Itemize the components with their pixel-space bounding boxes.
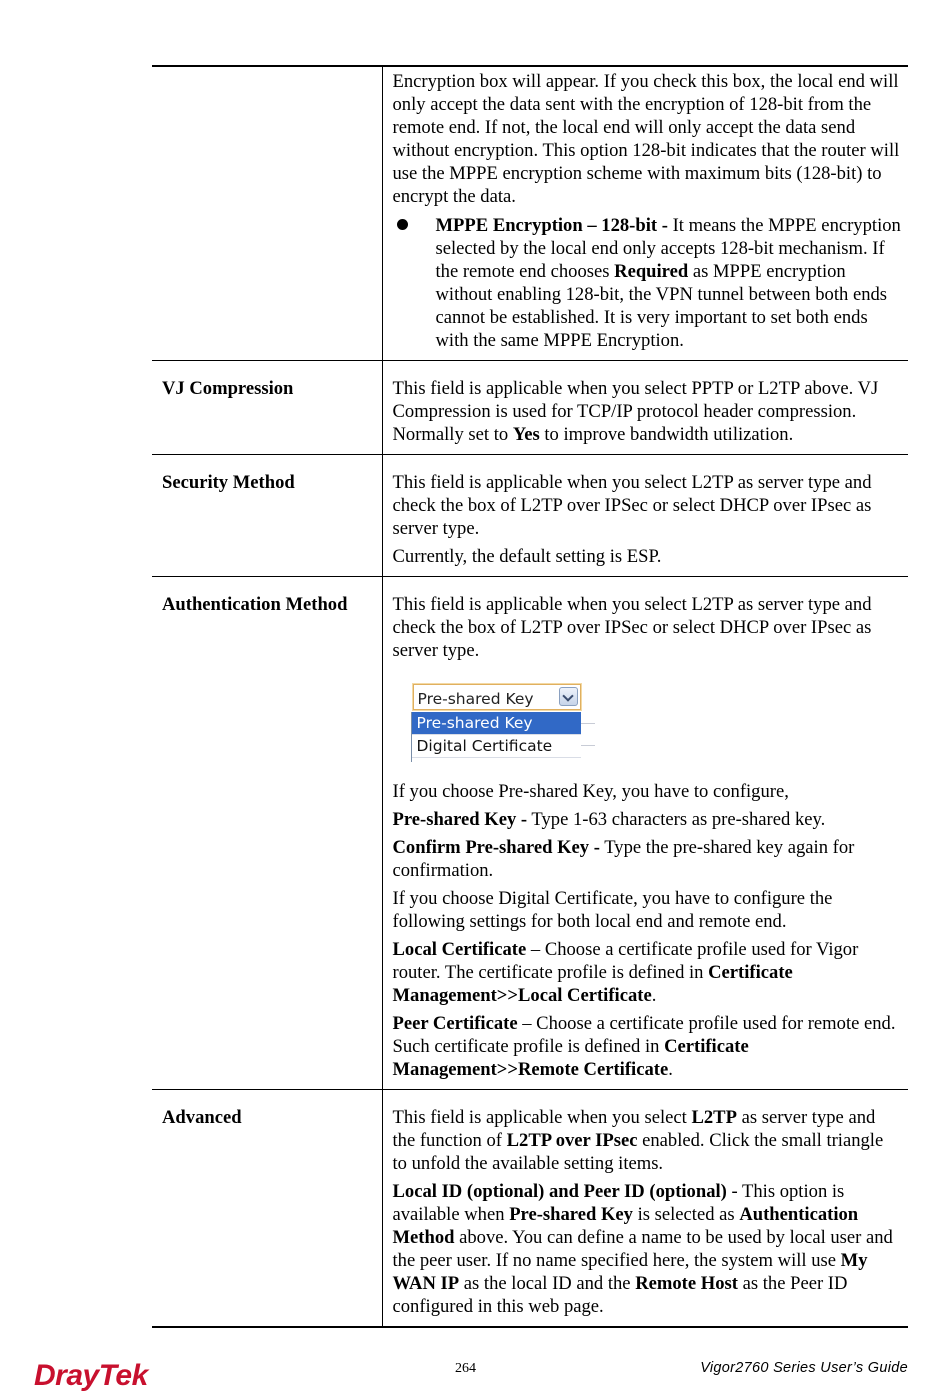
row-description <box>382 455 908 577</box>
text: This field is applicable when you select <box>392 1107 692 1128</box>
peer-cert-ref: Certificate Management>>Remote Certificate <box>392 1036 749 1080</box>
auth-method-dropdown[interactable] <box>411 684 583 764</box>
bold: Remote Host <box>635 1273 738 1294</box>
local-cert-bold: Local Certificate <box>392 939 527 960</box>
table-row <box>152 577 908 1090</box>
vj-text: This field is applicable when you select PPTP or L2TP above. VJ Compression is used for TCP/IP protocol header compression. Normally set to <box>392 378 879 445</box>
row-label <box>152 66 382 361</box>
local-cert-text: – Choose a certificate profile used for Vigor router. The certificate profile is defined in <box>392 939 859 983</box>
auth-intro-paragraph: This field is applicable when you select L2TP as server type and check the box of L2TP over IPSec or select DHCP over IPsec as server type. <box>392 594 872 661</box>
dropdown-selected-value: Pre-shared Key <box>417 690 534 708</box>
psk-paragraph <box>393 808 903 831</box>
settings-table <box>152 65 908 1328</box>
guide-title: Vigor2760 Series User’s Guide <box>700 1360 908 1376</box>
encryption-paragraph: Encryption box will appear. If you check this box, the local end will only accept the data sent with the encryption of 128-bit from the remote end. If not, the local end will only accept the data send without encryption. This option 128-bit indicates that the router will use the MPPE encryption scheme with maximum bits (128-bit) to encrypt the data. <box>392 71 900 207</box>
draytek-logo <box>34 1356 164 1392</box>
advanced-paragraph <box>393 1106 903 1175</box>
bullet-item <box>393 214 903 352</box>
dropdown-option-list <box>411 712 581 762</box>
bullet-title: MPPE Encryption – 128-bit - <box>435 215 668 236</box>
row-label-advanced: Advanced <box>152 1090 382 1328</box>
bold: L2TP over IPsec <box>506 1130 638 1151</box>
vj-paragraph <box>393 377 903 446</box>
bullet-dot-icon <box>397 219 408 230</box>
text: as the local ID and the <box>459 1273 636 1294</box>
text: - This option is available when <box>392 1181 845 1225</box>
psk-text: Type 1-63 characters as pre-shared key. <box>527 809 826 830</box>
bold: My WAN IP <box>392 1250 868 1294</box>
bullet-text-end: as MPPE encryption without enabling 128-bit, the VPN tunnel between both ends cannot be established. It is very important to set both ends with the same MPPE Encryption. <box>435 261 888 351</box>
auth-method-select[interactable] <box>413 684 581 710</box>
divider <box>581 723 595 724</box>
row-label-security-method: Security Method <box>152 455 382 577</box>
table-row <box>152 455 908 577</box>
bold: Pre-shared Key <box>509 1204 633 1225</box>
bold: L2TP <box>691 1107 737 1128</box>
peer-cert-paragraph <box>393 1012 903 1081</box>
bold: Authentication Method <box>392 1204 859 1248</box>
psk-bold: Pre-shared Key - <box>392 809 528 830</box>
row-label-vj-compression: VJ Compression <box>152 361 382 455</box>
period: . <box>668 1059 673 1080</box>
chevron-down-icon[interactable] <box>559 687 578 706</box>
psk-choice-paragraph: If you choose Pre-shared Key, you have to configure, <box>392 781 789 802</box>
table-row <box>152 66 908 361</box>
cert-choice-paragraph: If you choose Digital Certificate, you have to configure the following settings for both local end and remote end. <box>392 888 833 932</box>
svg-text:DrayTek: DrayTek <box>34 1359 148 1392</box>
table-row <box>152 1090 908 1328</box>
divider <box>581 745 595 746</box>
row-description <box>382 66 908 361</box>
dropdown-option-digital-certificate[interactable]: Digital Certificate <box>412 735 581 758</box>
confirm-psk-text: Type the pre-shared key again for confirmation. <box>392 837 855 881</box>
row-description <box>382 1090 908 1328</box>
security-default-paragraph: Currently, the default setting is ESP. <box>392 546 662 567</box>
local-cert-ref: Certificate Management>>Local Certificate <box>392 962 793 1006</box>
local-cert-paragraph <box>393 938 903 1007</box>
bullet-text: It means the MPPE encryption selected by the local end only accepts 128-bit mechanism. If the remote end chooses <box>435 215 901 282</box>
text: is selected as <box>632 1204 740 1225</box>
dropdown-option-pre-shared-key[interactable]: Pre-shared Key <box>412 712 581 735</box>
page-number: 264 <box>455 1361 476 1376</box>
text: above. You can define a name to be used by local user and the peer user. If no name specified here, the system will use <box>392 1227 893 1271</box>
confirm-psk-paragraph <box>393 836 903 882</box>
text: as the Peer ID configured in this web page. <box>392 1273 848 1317</box>
row-label-authentication-method: Authentication Method <box>152 577 382 1090</box>
row-description <box>382 577 908 1090</box>
peer-cert-text: – Choose a certificate profile used for remote end. Such certificate profile is defined in <box>392 1013 896 1057</box>
period: . <box>651 985 657 1006</box>
row-description <box>382 361 908 455</box>
bold: Local ID (optional) and Peer ID (optional) <box>392 1181 727 1202</box>
peer-cert-bold: Peer Certificate <box>392 1013 518 1034</box>
vj-text-end: to improve bandwidth utilization. <box>539 424 794 445</box>
confirm-psk-bold: Confirm Pre-shared Key - <box>392 837 600 858</box>
security-paragraph: This field is applicable when you select L2TP as server type and check the box of L2TP over IPSec or select DHCP over IPsec as server type. <box>392 472 872 539</box>
table-row <box>152 361 908 455</box>
text: enabled. Click the small triangle to unfold the available setting items. <box>392 1130 884 1174</box>
local-peer-id-paragraph <box>393 1180 903 1318</box>
text: as server type and the function of <box>392 1107 876 1151</box>
bullet-bold: Required <box>614 261 689 282</box>
vj-bold: Yes <box>512 424 540 445</box>
